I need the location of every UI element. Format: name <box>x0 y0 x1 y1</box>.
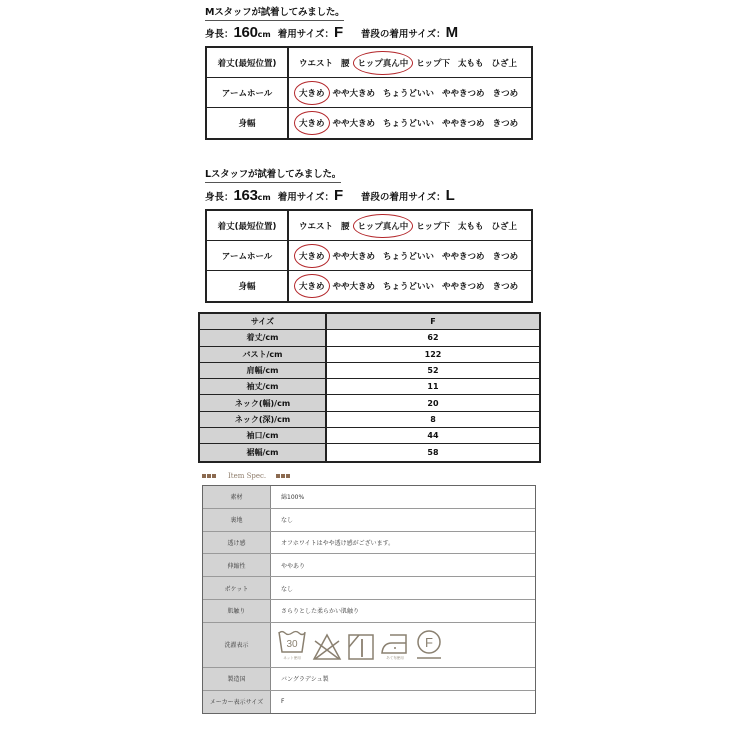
fit-label: アームホール <box>207 78 289 107</box>
size-value: 58 <box>427 448 439 458</box>
size-row <box>200 444 539 460</box>
size-value: 44 <box>427 431 439 441</box>
size-label: 着丈/cm <box>200 330 327 345</box>
height-unit: cm <box>257 193 271 202</box>
wash-tub-30-icon: 30 ネット使用 <box>277 629 307 661</box>
fit-option: ちょうどいい <box>383 119 435 129</box>
svg-text:30: 30 <box>286 638 298 650</box>
fit-option: 腰 <box>341 58 350 69</box>
fit-option: 太もも <box>458 221 484 232</box>
fit-row-width <box>207 108 531 138</box>
fit-option: やや大きめ <box>332 88 376 99</box>
size-row <box>200 330 539 346</box>
fit-label: アームホール <box>207 241 289 270</box>
spec-label: ポケット <box>203 577 271 599</box>
size-label: ネック(深)/cm <box>200 412 327 427</box>
worn-size-value: F <box>333 24 343 41</box>
height-label: 身長： <box>205 29 234 40</box>
size-row <box>200 379 539 395</box>
fit-row-length <box>207 48 531 78</box>
item-spec-title: Item Spec. <box>228 472 267 480</box>
spec-row-pocket <box>203 577 535 600</box>
fit-option: ちょうどいい <box>383 88 435 99</box>
decorative-squares-icon <box>276 474 290 478</box>
care-icons-cell <box>271 623 535 667</box>
size-value: 8 <box>430 414 436 424</box>
spec-value: オフホワイトはやや透け感がございます。 <box>281 539 395 547</box>
size-row <box>200 428 539 444</box>
fit-label: 身幅 <box>207 271 289 301</box>
fit-row-width <box>207 271 531 301</box>
fit-option: 腰 <box>341 221 350 232</box>
size-label: 裾幅/cm <box>200 444 327 460</box>
fit-option-selected: 大きめ <box>299 119 325 129</box>
size-row <box>200 347 539 363</box>
fit-option: ちょうどいい <box>383 282 435 292</box>
fit-label: 着丈(最短位置) <box>207 211 289 240</box>
fit-option: きつめ <box>492 282 519 292</box>
spec-row-material <box>203 486 535 509</box>
fit-option: ウエスト <box>299 221 334 232</box>
worn-size-value: F <box>333 187 343 204</box>
fit-option: ややきつめ <box>442 282 485 292</box>
spec-label: 肌触り <box>203 600 271 622</box>
fit-option: ヒップ下 <box>416 58 451 69</box>
spec-label: 製造国 <box>203 668 271 690</box>
spec-value: なし <box>281 585 294 593</box>
height-value: 163 <box>233 187 258 204</box>
staff-l-heading: Lスタッフが試着してみました。 <box>205 166 341 183</box>
fit-option: ややきつめ <box>442 88 485 99</box>
fit-row-length <box>207 211 531 241</box>
spec-row-sheerness <box>203 532 535 555</box>
spec-label: メーカー表示サイズ <box>203 691 271 714</box>
fit-option: ややきつめ <box>442 119 485 129</box>
spec-label: 裏地 <box>203 509 271 531</box>
worn-size-label: 着用サイズ： <box>277 29 334 40</box>
staff-l-stats <box>205 187 454 204</box>
fit-option: やや大きめ <box>332 251 376 262</box>
fit-label: 着丈(最短位置) <box>207 48 289 77</box>
fit-row-armhole <box>207 241 531 271</box>
fit-option: 太もも <box>458 58 484 69</box>
fit-options <box>289 48 531 77</box>
size-value: 122 <box>424 349 442 359</box>
spec-value: F <box>281 698 285 706</box>
size-label: 袖口/cm <box>200 428 327 443</box>
dry-clean-f-icon <box>415 629 443 661</box>
spec-value: 綿100% <box>281 494 305 502</box>
spec-value: バングラデシュ製 <box>281 676 329 684</box>
fit-option-selected: 大きめ <box>299 282 325 292</box>
size-value: 62 <box>427 333 439 343</box>
fit-options <box>289 271 531 301</box>
size-label: バスト/cm <box>200 347 327 362</box>
staff-m-stats <box>205 24 458 41</box>
fit-row-armhole <box>207 78 531 108</box>
fit-option-selected: 大きめ <box>299 88 325 99</box>
line-dry-shade-icon <box>347 633 375 661</box>
fit-option: ウエスト <box>299 58 334 69</box>
iron-low-icon: あて布使用 <box>380 633 410 661</box>
size-label: ネック(幅)/cm <box>200 395 327 410</box>
height-value: 160 <box>233 24 258 41</box>
fit-option-selected: ヒップ真ん中 <box>357 221 409 232</box>
spec-value: ややあり <box>281 562 306 570</box>
size-row <box>200 412 539 428</box>
fit-options <box>289 241 531 270</box>
size-header-value: F <box>327 314 539 329</box>
size-value: 20 <box>427 398 439 408</box>
height-label: 身長： <box>205 192 234 203</box>
height-unit: cm <box>257 30 271 39</box>
staff-m-fit-table <box>205 46 533 140</box>
size-row <box>200 395 539 411</box>
usual-size-value: M <box>445 24 458 41</box>
fit-label: 身幅 <box>207 108 289 138</box>
no-bleach-icon <box>312 633 342 661</box>
size-header-label: サイズ <box>200 314 327 329</box>
spec-row-care <box>203 623 535 668</box>
size-value: 11 <box>427 382 439 392</box>
spec-row-lining <box>203 509 535 532</box>
fit-option: やや大きめ <box>332 119 376 129</box>
spec-label: 伸縮性 <box>203 554 271 576</box>
spec-label: 洗濯表示 <box>203 623 271 667</box>
fit-option: ややきつめ <box>442 251 485 262</box>
fit-option: やや大きめ <box>332 282 376 292</box>
item-spec-table <box>202 485 536 714</box>
fit-option: ひざ上 <box>491 58 518 69</box>
fit-option: きつめ <box>492 251 519 262</box>
usual-size-label: 普段の着用サイズ： <box>360 192 446 203</box>
fit-option-selected: 大きめ <box>299 251 325 262</box>
worn-size-label: 着用サイズ： <box>277 192 334 203</box>
svg-text:F: F <box>425 634 433 650</box>
fit-options <box>289 108 531 138</box>
staff-l-fit-table <box>205 209 533 303</box>
size-table-header <box>200 314 539 330</box>
spec-label: 素材 <box>203 486 271 508</box>
spec-value: さらりとした柔らかい肌触り <box>281 608 360 616</box>
fit-option: ひざ上 <box>491 221 518 232</box>
fit-options <box>289 211 531 240</box>
size-value: 52 <box>427 366 439 376</box>
spec-row-country <box>203 668 535 691</box>
decorative-squares-icon <box>202 474 216 478</box>
fit-option: ヒップ下 <box>416 221 451 232</box>
item-spec-heading <box>202 472 290 480</box>
usual-size-label: 普段の着用サイズ： <box>360 29 446 40</box>
spec-label: 透け感 <box>203 532 271 554</box>
staff-m-heading: Mスタッフが試着してみました。 <box>205 4 344 21</box>
usual-size-value: L <box>445 187 455 204</box>
fit-option-selected: ヒップ真ん中 <box>357 58 409 69</box>
size-label: 袖丈/cm <box>200 379 327 394</box>
size-row <box>200 363 539 379</box>
spec-value: なし <box>281 517 294 525</box>
fit-option: きつめ <box>492 119 519 129</box>
spec-row-stretch <box>203 554 535 577</box>
spec-row-maker-size <box>203 691 535 714</box>
fit-option: きつめ <box>492 88 519 99</box>
spec-row-texture <box>203 600 535 623</box>
fit-option: ちょうどいい <box>383 251 435 262</box>
size-label: 肩幅/cm <box>200 363 327 378</box>
size-table <box>198 312 541 463</box>
fit-options <box>289 78 531 107</box>
